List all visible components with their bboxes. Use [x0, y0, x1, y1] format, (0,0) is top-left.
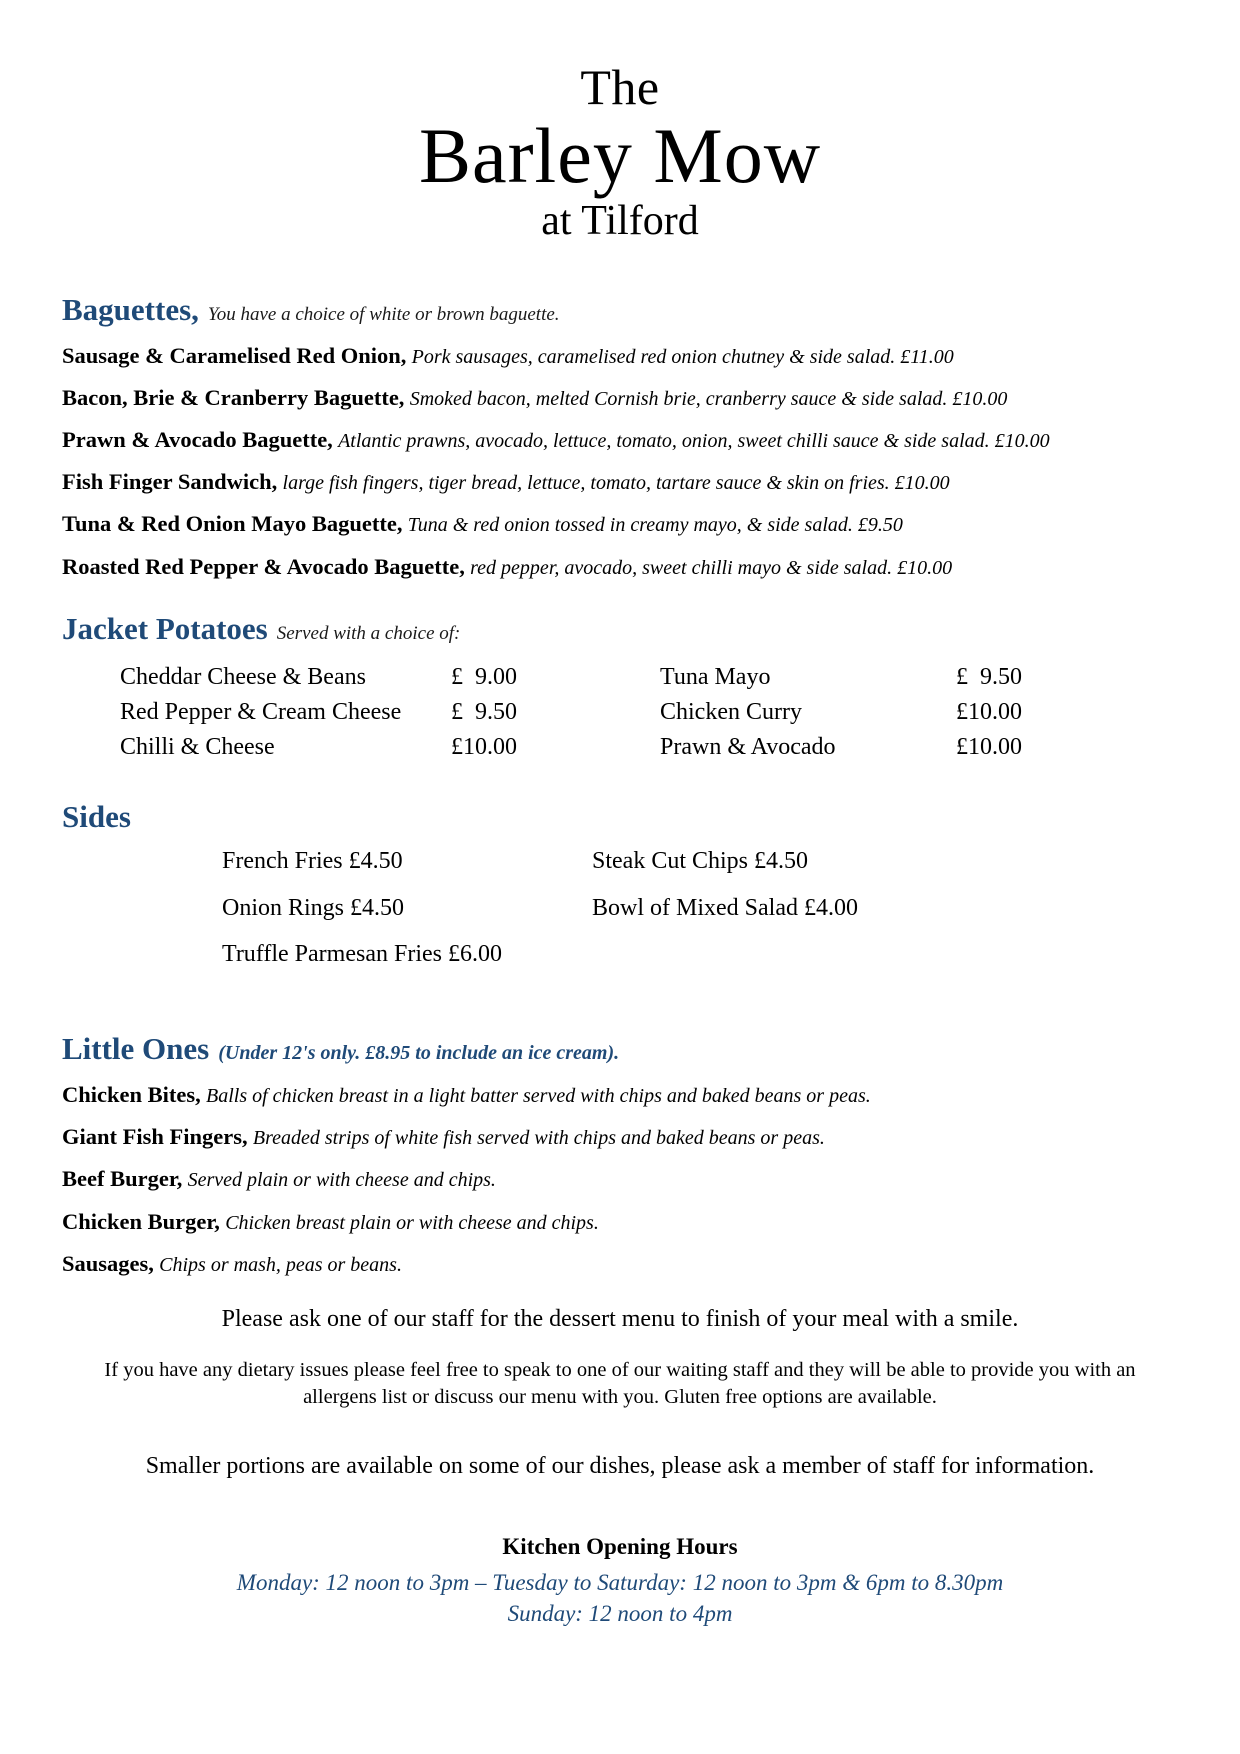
sides-left-column — [222, 848, 592, 987]
little-ones-heading — [62, 1031, 1178, 1067]
kitchen-hours-sunday: Sunday: 12 noon to 4pm — [507, 1600, 733, 1626]
menu-item-description: red pepper, avocado, sweet chilli mayo & side salad. £10.00 — [470, 556, 953, 579]
price-row-name: Chicken Curry — [660, 699, 802, 726]
jacket-potatoes-heading — [62, 611, 1178, 647]
menu-item — [62, 1081, 1178, 1109]
price-row — [120, 660, 640, 695]
masthead-the: The — [580, 59, 660, 115]
menu-item-description: Served plain or with cheese and chips. — [187, 1169, 496, 1192]
menu-item-name: Prawn & Avocado Baguette, — [62, 427, 333, 453]
price-row-name: Cheddar Cheese & Beans — [120, 664, 366, 691]
masthead-location: at Tilford — [541, 197, 699, 244]
menu-item-name: Fish Finger Sandwich, — [62, 469, 278, 495]
menu-item — [62, 342, 1178, 370]
price-row — [660, 730, 1130, 765]
price-row — [120, 730, 640, 765]
menu-item — [62, 1123, 1178, 1151]
section-little-ones — [62, 1031, 1178, 1277]
menu-item-description: large fish fingers, tiger bread, lettuce, tomato, tartare sauce & skin on fries. £10.00 — [282, 472, 950, 495]
menu-item-description: Balls of chicken breast in a light batter served with chips and baked beans or peas. — [206, 1085, 871, 1108]
masthead-restaurant-name: Barley Mow — [418, 112, 822, 199]
menu-item-name: Roasted Red Pepper & Avocado Baguette, — [62, 553, 465, 579]
menu-item-description: Breaded strips of white fish served with chips and baked beans or peas. — [252, 1127, 825, 1150]
side-item: Onion Rings £4.50 — [222, 894, 405, 921]
menu-item-name: Giant Fish Fingers, — [62, 1124, 248, 1150]
jacket-potatoes-left-column — [62, 660, 640, 764]
sides-grid — [62, 848, 1178, 987]
price-row-price: £ 9.50 — [451, 699, 517, 726]
baguettes-heading-title: Baguettes, — [62, 292, 199, 328]
sides-heading-title: Sides — [62, 798, 131, 834]
price-row-price: £ 9.00 — [451, 664, 517, 691]
menu-item-description: Chips or mash, peas or beans. — [159, 1253, 402, 1276]
price-row — [660, 660, 1130, 695]
price-row-name: Prawn & Avocado — [660, 733, 836, 760]
side-item: French Fries £4.50 — [222, 848, 403, 875]
little-ones-heading-subtitle: (Under 12's only. £8.95 to include an ice cream). — [218, 1042, 620, 1065]
jacket-potatoes-right-column — [640, 660, 1130, 764]
jacket-potatoes-heading-title: Jacket Potatoes — [62, 610, 268, 646]
little-ones-heading-title: Little Ones — [62, 1031, 210, 1067]
sides-right-column — [592, 848, 962, 987]
dessert-note: Please ask one of our staff for the dessert menu to finish of your meal with a smile. — [221, 1305, 1019, 1332]
jacket-potatoes-price-grid — [62, 660, 1178, 764]
menu-item-name: Chicken Burger, — [62, 1208, 220, 1234]
menu-item-name: Sausages, — [62, 1250, 154, 1276]
price-row-price: £ 9.50 — [956, 664, 1022, 691]
menu-item-description: Pork sausages, caramelised red onion chutney & side salad. £11.00 — [411, 345, 954, 368]
menu-item-description: Smoked bacon, melted Cornish brie, cranberry sauce & side salad. £10.00 — [409, 388, 1008, 411]
side-item: Truffle Parmesan Fries £6.00 — [222, 941, 502, 968]
portions-note: Smaller portions are available on some of our dishes, please ask a member of staff for information. — [145, 1453, 1095, 1480]
menu-item — [62, 426, 1178, 454]
kitchen-hours-weekday: Monday: 12 noon to 3pm – Tuesday to Saturday: 12 noon to 3pm & 6pm to 8.30pm — [236, 1570, 1004, 1596]
menu-item — [62, 468, 1178, 496]
side-item: Steak Cut Chips £4.50 — [592, 848, 809, 875]
price-row-name: Chilli & Cheese — [120, 733, 275, 760]
section-baguettes — [62, 292, 1178, 580]
menu-item — [62, 1250, 1178, 1278]
price-row — [120, 695, 640, 730]
menu-item — [62, 1165, 1178, 1193]
menu-item-description: Tuna & red onion tossed in creamy mayo, & side salad. £9.50 — [407, 514, 903, 537]
menu-item — [62, 553, 1178, 581]
menu-item-name: Beef Burger, — [62, 1166, 183, 1192]
menu-item-name: Tuna & Red Onion Mayo Baguette, — [62, 511, 403, 537]
jacket-potatoes-heading-subtitle: Served with a choice of: — [276, 622, 461, 644]
baguettes-heading-subtitle: You have a choice of white or brown baguette. — [207, 304, 560, 326]
masthead — [62, 59, 1178, 244]
sides-heading — [62, 799, 1178, 835]
section-sides — [62, 799, 1178, 988]
dietary-note: If you have any dietary issues please feel free to speak to one of our waiting staff and they will be able to provide you with an allergens list or discuss our menu with you. Gluten free options are available. — [104, 1358, 1136, 1408]
menu-item — [62, 1208, 1178, 1236]
price-row-name: Tuna Mayo — [660, 664, 771, 691]
side-item: Bowl of Mixed Salad £4.00 — [592, 894, 858, 921]
menu-item — [62, 384, 1178, 412]
price-row — [660, 695, 1130, 730]
menu-item-description: Chicken breast plain or with cheese and chips. — [225, 1211, 599, 1234]
price-row-price: £10.00 — [956, 699, 1022, 726]
kitchen-hours-title: Kitchen Opening Hours — [502, 1534, 738, 1560]
menu-item-name: Bacon, Brie & Cranberry Baguette, — [62, 385, 405, 411]
price-row-name: Red Pepper & Cream Cheese — [120, 699, 402, 726]
section-jacket-potatoes — [62, 611, 1178, 765]
baguettes-heading — [62, 292, 1178, 328]
menu-item-name: Sausage & Caramelised Red Onion, — [62, 342, 407, 368]
menu-item — [62, 510, 1178, 538]
menu-item-name: Chicken Bites, — [62, 1082, 201, 1108]
price-row-price: £10.00 — [956, 733, 1022, 760]
price-row-price: £10.00 — [451, 733, 517, 760]
menu-item-description: Atlantic prawns, avocado, lettuce, tomato, onion, sweet chilli sauce & side salad. £10.00 — [338, 430, 1050, 453]
